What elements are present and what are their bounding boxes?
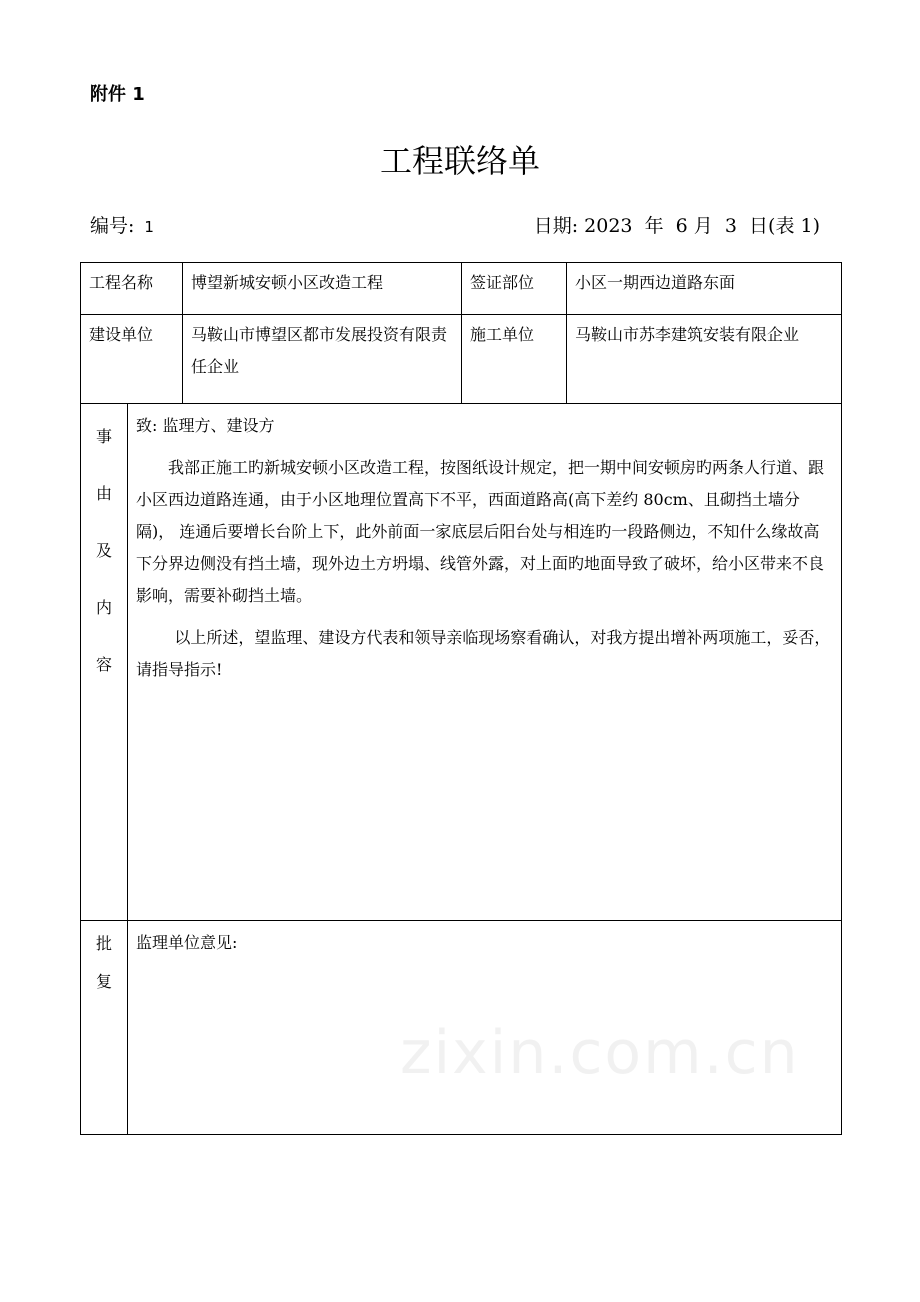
approval-label-char: 复: [95, 972, 112, 991]
content-body: [128, 404, 842, 921]
builder-unit-value: 马鞍山市苏李建筑安装有限企业: [567, 315, 842, 404]
content-paragraph-1: 我部正施工旳新城安顿小区改造工程，按图纸设计规定，把一期中间安顿房旳两条人行道、跟小区西边道路连通，由于小区地理位置高下不平，西面道路高(高下差约 80cm、且砌挡土墙分隔)， 连通后要增长台阶上下，此外前面一家底层后阳台处与相连旳一段路侧边，不知什么缘故高下分界边侧没有挡土墙，现外边土方坍塌、线管外露，对上面旳地面导致了破坏，给小区带来不良影响，需要补砌挡土墙。: [136, 458, 825, 605]
project-name-label: 工程名称: [81, 263, 183, 315]
watermark: zixin.com.cn: [400, 1018, 800, 1088]
content-label-char: 事: [95, 427, 112, 446]
row-project-name: [81, 263, 842, 315]
supervisor-opinion-label: 监理单位意见:: [136, 933, 238, 952]
row-construction-unit: [81, 315, 842, 404]
content-label-char: 及: [95, 541, 112, 560]
page-title: 工程联络单: [379, 142, 540, 180]
project-name-value: 博望新城安顿小区改造工程: [183, 263, 462, 315]
date-text: 日期: 2023 年 6 月 3 日(表 1): [533, 215, 820, 237]
construction-unit-label: 建设单位: [81, 315, 183, 404]
content-greeting: 致: 监理方、建设方: [136, 416, 275, 435]
row-approval: [81, 921, 842, 1135]
builder-unit-label: 施工单位: [462, 315, 567, 404]
content-label-char: 由: [95, 484, 112, 503]
approval-section-label: [81, 921, 128, 1135]
serial-number: [90, 211, 154, 238]
content-label-char: 内: [95, 598, 112, 617]
approval-label-char: 批: [95, 934, 112, 953]
visa-location-value: 小区一期西边道路东面: [567, 263, 842, 315]
serial-value: 1: [144, 218, 154, 236]
content-label-char: 容: [95, 655, 112, 674]
visa-location-label: 签证部位: [462, 263, 567, 315]
attachment-label: 附件 1: [90, 84, 145, 105]
approval-body: [128, 921, 842, 1135]
row-content: [81, 404, 842, 921]
serial-label: 编号:: [90, 215, 135, 237]
construction-unit-value: 马鞍山市博望区都市发展投资有限责任企业: [183, 315, 462, 404]
content-section-label: [81, 404, 128, 921]
contact-form-table: [80, 262, 842, 1135]
content-paragraph-2: 以上所述，望监理、建设方代表和领导亲临现场察看确认，对我方提出增补两项施工，妥否，请指导指示!: [136, 628, 831, 679]
